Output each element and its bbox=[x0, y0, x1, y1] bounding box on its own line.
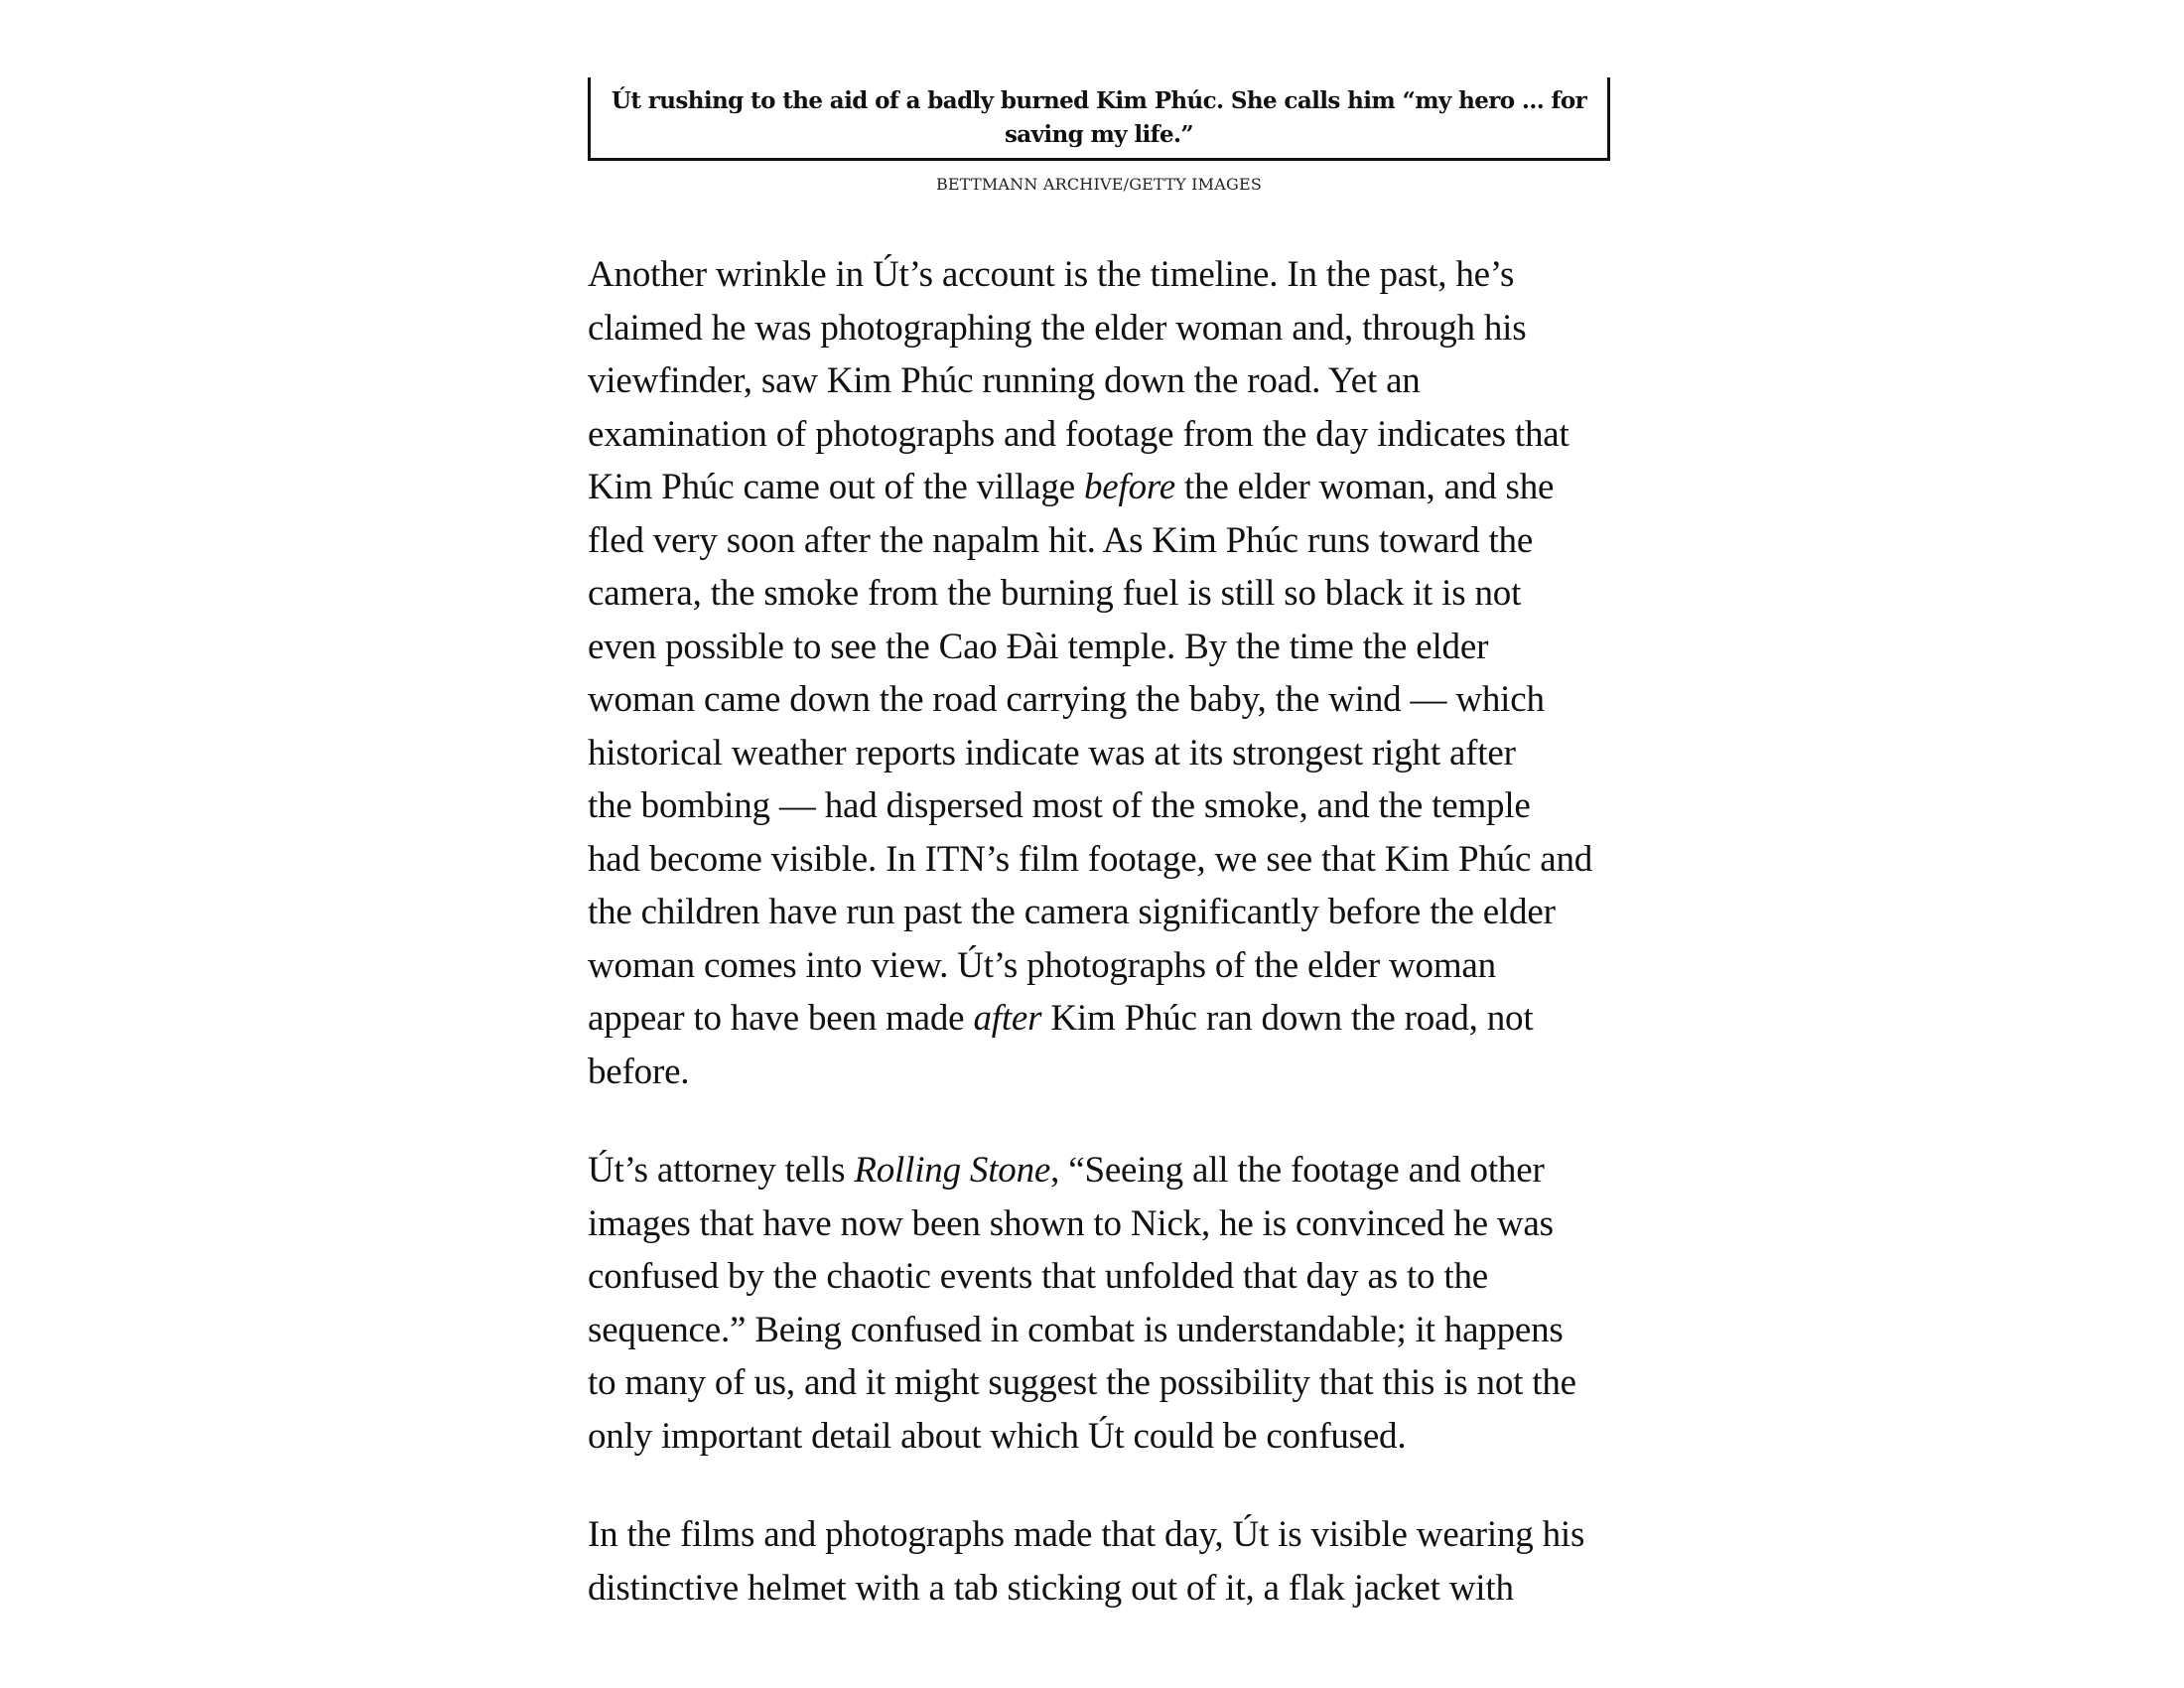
text-run: Út’s attorney tells bbox=[588, 1150, 855, 1191]
text-line: confused by the chaotic events that unfolded that day as to the bbox=[588, 1256, 1488, 1297]
text-line: the bombing — had dispersed most of the smoke, and the temple bbox=[588, 785, 1531, 826]
text-line: before. bbox=[588, 1051, 690, 1092]
text-line bbox=[588, 1144, 1616, 1197]
caption-line: saving my life.” bbox=[1004, 120, 1194, 148]
text-line: In the films and photographs made that day, Út is visible wearing his bbox=[588, 1514, 1585, 1555]
text-line: only important detail about which Út could be confused. bbox=[588, 1415, 1407, 1457]
text-line: woman came down the road carrying the baby, the wind — which bbox=[588, 679, 1545, 720]
text-line: camera, the smoke from the burning fuel is still so black it is not bbox=[588, 573, 1522, 614]
text-line: fled very soon after the napalm hit. As Kim Phúc runs toward the bbox=[588, 519, 1534, 561]
text-run: , “Seeing all the footage and other bbox=[1050, 1150, 1545, 1191]
emphasis-text: Rolling Stone bbox=[854, 1150, 1051, 1191]
text-line: the children have run past the camera significantly before the elder bbox=[588, 892, 1556, 932]
photo-credit: BETTMANN ARCHIVE/GETTY IMAGES bbox=[935, 175, 1263, 194]
text-line: Another wrinkle in Út’s account is the timeline. In the past, he’s bbox=[588, 254, 1515, 295]
text-line bbox=[588, 992, 1616, 1046]
text-run: Kim Phúc came out of the village bbox=[588, 467, 1084, 507]
text-line: claimed he was photographing the elder woman and, through his bbox=[588, 307, 1527, 349]
text-line bbox=[588, 461, 1616, 514]
emphasis-text: after bbox=[973, 998, 1042, 1039]
text-line: distinctive helmet with a tab sticking out of it, a flak jacket with bbox=[588, 1567, 1514, 1609]
emphasis-text: before bbox=[1083, 467, 1175, 507]
text-line: woman comes into view. Út’s photographs of the elder woman bbox=[588, 944, 1496, 986]
text-run: Kim Phúc ran down the road, not bbox=[1041, 998, 1534, 1039]
text-line: examination of photographs and footage from the day indicates that bbox=[588, 413, 1570, 455]
text-line: historical weather reports indicate was at its strongest right after bbox=[588, 732, 1516, 774]
text-run: the elder woman, and she bbox=[1174, 467, 1555, 507]
text-line: sequence.” Being confused in combat is understandable; it happens bbox=[588, 1309, 1564, 1350]
photo-caption bbox=[612, 84, 1586, 152]
text-line: even possible to see the Cao Đài temple. By the time the elder bbox=[588, 626, 1489, 667]
text-line: viewfinder, saw Kim Phúc running down the road. Yet an bbox=[588, 360, 1421, 401]
paragraph-timeline bbox=[588, 248, 1616, 1098]
text-line: had become visible. In ITN’s film footage, we see that Kim Phúc and bbox=[588, 838, 1593, 880]
article-body bbox=[588, 248, 1616, 1660]
text-line: images that have now been shown to Nick, he is convinced he was bbox=[588, 1202, 1554, 1244]
text-run: appear to have been made bbox=[588, 998, 974, 1039]
paragraph-attorney bbox=[588, 1144, 1616, 1463]
paragraph-helmet bbox=[588, 1508, 1616, 1615]
caption-line: Út rushing to the aid of a badly burned Kim Phúc. She calls him “my hero ... for bbox=[611, 86, 1587, 114]
text-line: to many of us, and it might suggest the possibility that this is not the bbox=[588, 1362, 1576, 1403]
photo-caption-box bbox=[588, 77, 1610, 161]
